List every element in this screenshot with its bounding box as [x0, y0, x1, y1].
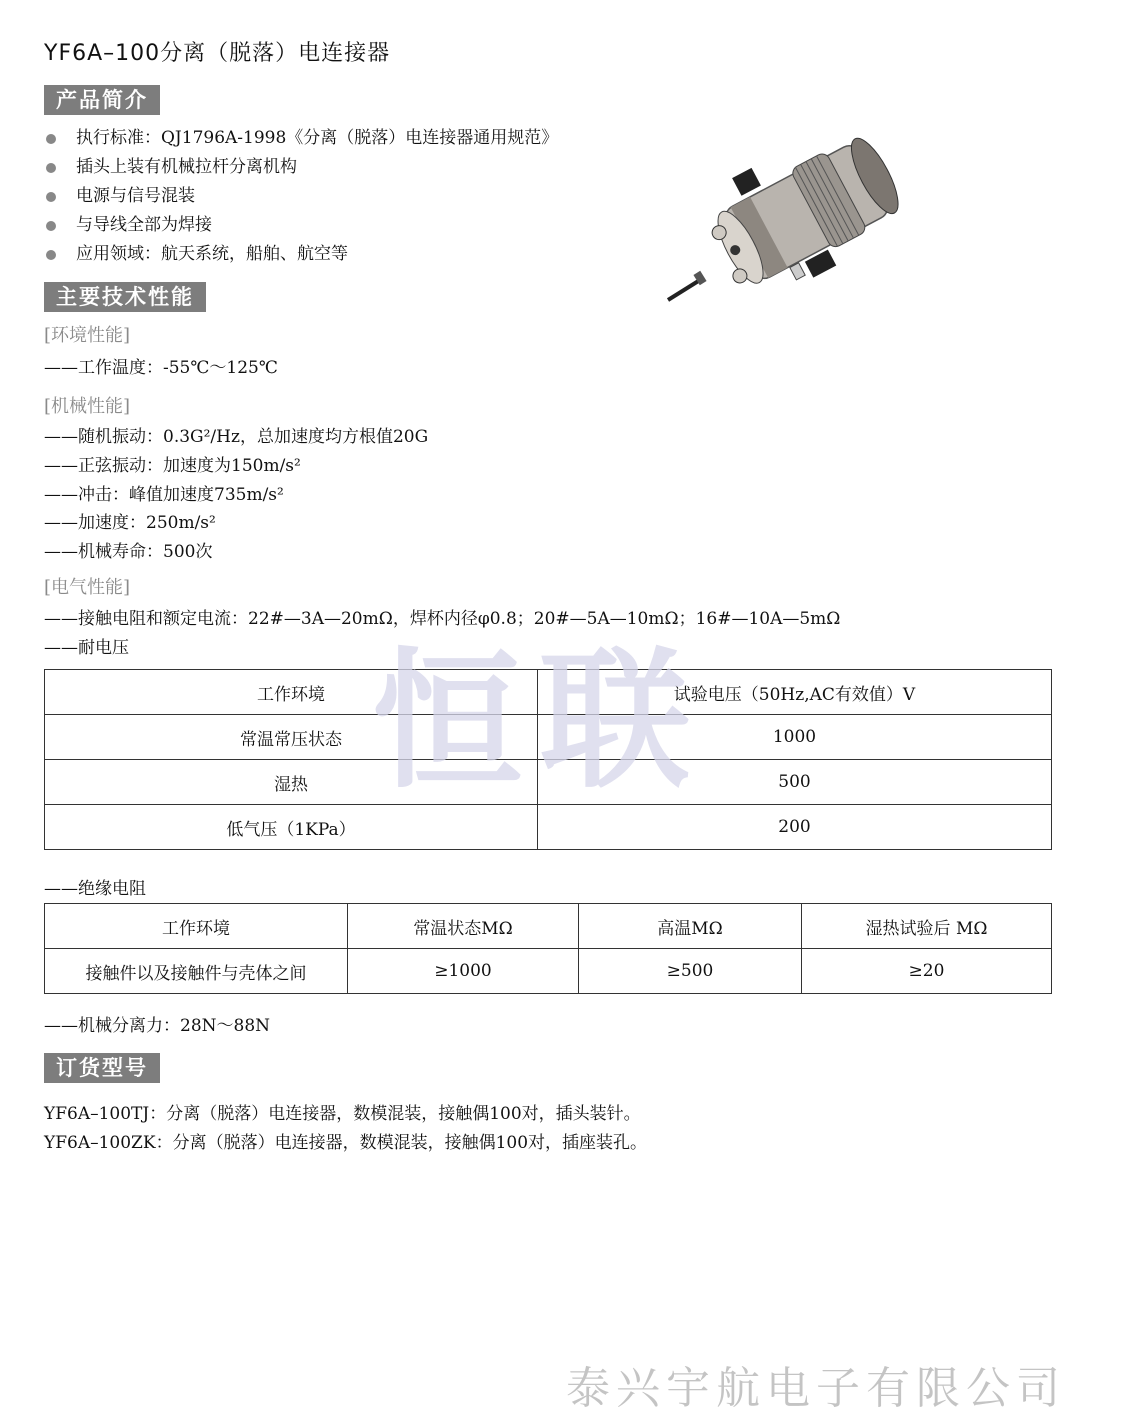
table-cell: 湿热 — [45, 760, 538, 805]
order-model-line: YF6A–100ZK：分离（脱落）电连接器，数模混装，接触偶100对，插座装孔。 — [44, 1133, 648, 1153]
bullet-text: 与导线全部为焊接 — [76, 215, 212, 235]
table-cell: 接触件以及接触件与壳体之间 — [45, 949, 348, 994]
insulation-table — [44, 903, 1052, 994]
list-item — [44, 124, 558, 153]
spec-line: ——工作温度：-55℃～125℃ — [44, 358, 278, 378]
spec-line: ——机械寿命：500次 — [44, 542, 213, 562]
connector-product-image — [660, 120, 930, 310]
page-title: YF6A–100分离（脱落）电连接器 — [44, 41, 391, 66]
table-cell: 常温常压状态 — [45, 715, 538, 760]
table-cell: 500 — [538, 760, 1052, 805]
bullet-dot-icon — [46, 192, 56, 202]
bullet-dot-icon — [46, 221, 56, 231]
elec-performance-label: [电气性能] — [44, 577, 131, 598]
table-cell: 1000 — [538, 715, 1052, 760]
table-header-cell: 试验电压（50Hz,AC有效值）V — [538, 670, 1052, 715]
table-header-cell: 常温状态MΩ — [348, 904, 579, 949]
bullet-text: 执行标准：QJ1796A-1998《分离（脱落）电连接器通用规范》 — [76, 128, 559, 148]
intro-bullet-list — [44, 124, 558, 269]
table-row — [45, 715, 1052, 760]
list-item — [44, 153, 558, 182]
order-model-line: YF6A–100TJ：分离（脱落）电连接器，数模混装，接触偶100对，插头装针。 — [44, 1104, 641, 1124]
spec-line: ——正弦振动：加速度为150m/s² — [44, 456, 301, 476]
insulation-label: ——绝缘电阻 — [44, 879, 146, 899]
table-header-row — [45, 670, 1052, 715]
table-header-cell: 工作环境 — [45, 904, 348, 949]
table-header-row — [45, 904, 1052, 949]
table-cell: ≥500 — [579, 949, 802, 994]
bullet-dot-icon — [46, 134, 56, 144]
mech-performance-label: [机械性能] — [44, 396, 131, 417]
list-item — [44, 182, 558, 211]
voltage-table — [44, 669, 1052, 850]
watermark: 恒联 — [372, 635, 709, 809]
section-heading-specs: 主要技术性能 — [44, 282, 206, 312]
table-header-cell: 高温MΩ — [579, 904, 802, 949]
bullet-text: 电源与信号混装 — [76, 186, 195, 206]
table-cell: 低气压（1KPa） — [45, 805, 538, 850]
table-cell: ≥20 — [802, 949, 1052, 994]
table-cell: 200 — [538, 805, 1052, 850]
spec-line: ——接触电阻和额定电流：22#—3A—20mΩ，焊杯内径φ0.8；20#—5A—10mΩ；16#—10A—5mΩ — [44, 609, 841, 629]
bullet-dot-icon — [46, 163, 56, 173]
table-row — [45, 949, 1052, 994]
bullet-dot-icon — [46, 250, 56, 260]
company-footer: 泰兴宇航电子有限公司 — [566, 1363, 1066, 1414]
separation-force-line: ——机械分离力：28N～88N — [44, 1016, 271, 1036]
spec-line: ——耐电压 — [44, 638, 129, 658]
spec-line: ——随机振动：0.3G²/Hz，总加速度均方根值20G — [44, 427, 429, 447]
table-header-cell: 工作环境 — [45, 670, 538, 715]
table-header-cell: 湿热试验后 MΩ — [802, 904, 1052, 949]
spec-line: ——冲击：峰值加速度735m/s² — [44, 485, 284, 505]
table-row — [45, 805, 1052, 850]
section-heading-intro: 产品简介 — [44, 85, 160, 115]
table-cell: ≥1000 — [348, 949, 579, 994]
spec-line: ——加速度：250m/s² — [44, 513, 216, 533]
section-heading-order: 订货型号 — [44, 1053, 160, 1083]
bullet-text: 插头上装有机械拉杆分离机构 — [76, 157, 297, 177]
list-item — [44, 211, 558, 240]
env-performance-label: [环境性能] — [44, 325, 131, 346]
bullet-text: 应用领域：航天系统，船舶、航空等 — [76, 244, 348, 264]
table-row — [45, 760, 1052, 805]
list-item — [44, 240, 558, 269]
